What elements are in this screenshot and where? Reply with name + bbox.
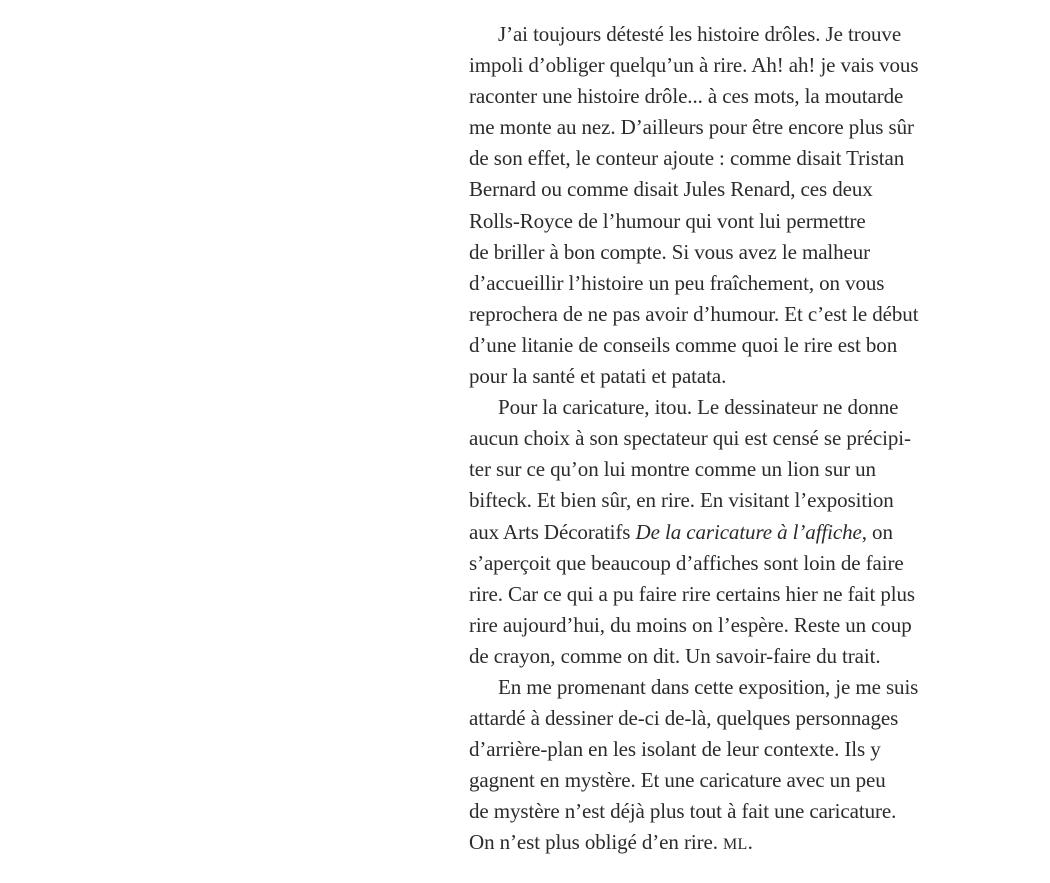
paragraph-2-line-1: Pour la caricature, itou. Le dessinateur ne donne <box>498 395 899 420</box>
paragraph-2-line-9: de crayon, comme on dit. Un savoir-faire du trait. <box>469 643 881 668</box>
paragraph-3-line-6-text: On n’est plus obligé d’en rire. <box>469 830 723 855</box>
paragraph-2-line-5 <box>469 517 969 548</box>
paragraph-1-line-3: raconter une histoire drôle... à ces mots, la moutarde <box>469 84 904 109</box>
paragraph-2-line-6: s’aperçoit que beaucoup d’affiches sont loin de faire <box>469 550 904 575</box>
paragraph-1-line-9: d’accueillir l’histoire un peu fraîchement, on vous <box>469 270 885 295</box>
paragraph-3-line-5: de mystère n’est déjà plus tout à fait une caricature. <box>469 799 897 824</box>
paragraph-1-line-8: de briller à bon compte. Si vous avez le malheur <box>469 239 871 264</box>
text-column <box>469 19 969 859</box>
paragraph-2-line-3: ter sur ce qu’on lui montre comme un lion sur un <box>469 457 876 482</box>
paragraph-1-line-10: reprochera de ne pas avoir d’humour. Et c’est le début <box>469 301 919 326</box>
paragraph-3-line-4: gagnent en mystère. Et une caricature avec un peu <box>469 768 886 793</box>
paragraph-1-line-4: me monte au nez. D’ailleurs pour être encore plus sûr <box>469 115 914 140</box>
paragraph-1-line-12: pour la santé et patati et patata. <box>469 364 727 389</box>
paragraph-1-line-1: J’ai toujours détesté les histoire drôles. Je trouve <box>498 22 902 46</box>
author-signature: ML <box>723 836 748 854</box>
signature-period: . <box>747 830 753 855</box>
paragraph-2-line-7: rire. Car ce qui a pu faire rire certains hier ne fait plus <box>469 581 915 606</box>
paragraph-3-line-2: attardé à dessiner de-ci de-là, quelques personnages <box>469 706 899 731</box>
paragraph-1-line-6: Bernard ou comme disait Jules Renard, ces deux <box>469 177 873 202</box>
paragraph-3-line-3: d’arrière-plan en les isolant de leur contexte. Ils y <box>469 737 881 762</box>
paragraph-1-line-11: d’une litanie de conseils comme quoi le rire est bon <box>469 332 898 357</box>
paragraph-3-line-1: En me promenant dans cette exposition, je me suis <box>498 674 919 699</box>
paragraph-1-line-2: impoli d’obliger quelqu’un à rire. Ah! ah! je vais vous <box>469 53 919 78</box>
paragraph-2-line-4: bifteck. Et bien sûr, en rire. En visitant l’exposition <box>469 488 894 513</box>
exhibition-title: De la caricature à l’affiche <box>635 519 862 544</box>
paragraph-2-line-8: rire aujourd’hui, du moins on l’espère. Reste un coup <box>469 612 912 637</box>
paragraph-2-line-5-end: , on <box>861 519 893 544</box>
paragraph-3-line-6 <box>469 827 969 858</box>
paragraph-1-line-5: de son effet, le conteur ajoute : comme disait Tristan <box>469 146 905 171</box>
paragraph-2-line-5-start: aux Arts Décoratifs <box>469 519 636 544</box>
paragraph-1-line-7: Rolls-Royce de l’humour qui vont lui permettre <box>469 208 866 233</box>
paragraph-2-line-2: aucun choix à son spectateur qui est censé se précipi- <box>469 426 911 451</box>
